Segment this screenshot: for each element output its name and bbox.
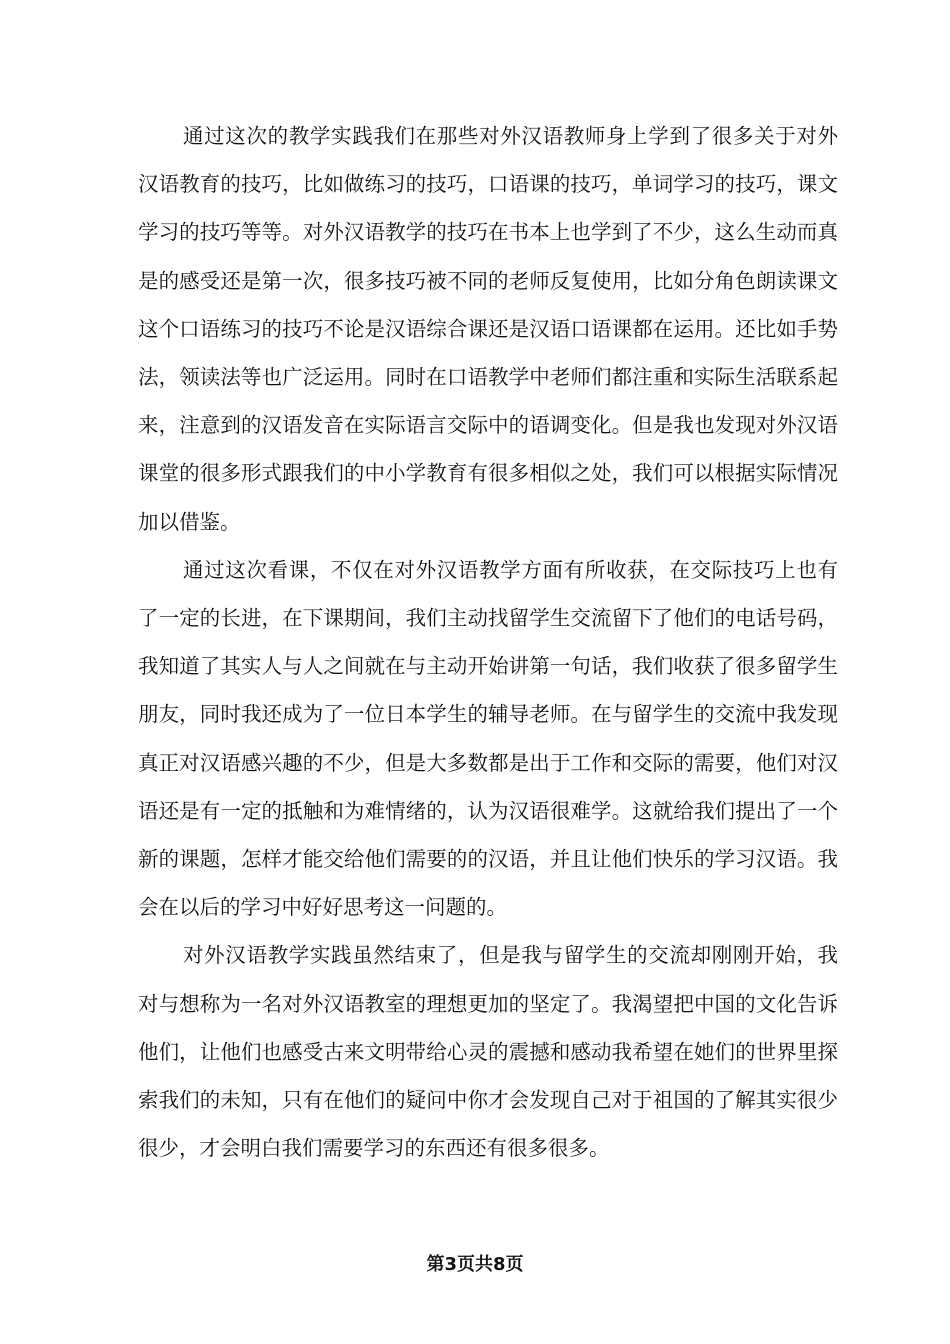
page-number-footer: 第3页共8页: [426, 1254, 524, 1275]
paragraph-1: 通过这次的教学实践我们在那些对外汉语教师身上学到了很多关于对外汉语教育的技巧，比如做练习的技巧，口语课的技巧，单词学习的技巧，课文学习的技巧等等。对外汉语教学的技巧在书本上也学到了不少，这么生动而真是的感受还是第一次，很多技巧被不同的老师反复使用，比如分角色朗读课文这个口语练习的技巧不论是汉语综合课还是汉语口语课都在运用。还比如手势法，领读法等也广泛运用。同时在口语教学中老师们都注重和实际生活联系起来，注意到的汉语发音在实际语言交际中的语调变化。但是我也发现对外汉语课堂的很多形式跟我们的中小学教育有很多相似之处，我们可以根据实际情况加以借鉴。: [138, 124, 838, 534]
document-body: [138, 112, 838, 1172]
paragraph-3: 对外汉语教学实践虽然结束了，但是我与留学生的交流却刚刚开始，我对与想称为一名对外汉语教室的理想更加的坚定了。我渴望把中国的文化告诉他们，让他们也感受古来文明带给心灵的震撼和感动我希望在她们的世界里探索我们的未知，只有在他们的疑问中你才会发现自己对于祖国的了解其实很少很少，才会明白我们需要学习的东西还有很多很多。: [138, 943, 838, 1161]
paragraph-2: 通过这次看课，不仅在对外汉语教学方面有所收获，在交际技巧上也有了一定的长进，在下课期间，我们主动找留学生交流留下了他们的电话号码，我知道了其实人与人之间就在与主动开始讲第一句话，我们收获了很多留学生朋友，同时我还成为了一位日本学生的辅导老师。在与留学生的交流中我发现真正对汉语感兴趣的不少，但是大多数都是出于工作和交际的需要，他们对汉语还是有一定的抵触和为难情绪的，认为汉语很难学。这就给我们提出了一个新的课题，怎样才能交给他们需要的的汉语，并且让他们快乐的学习汉语。我会在以后的学习中好好思考这一问题的。: [138, 557, 838, 920]
